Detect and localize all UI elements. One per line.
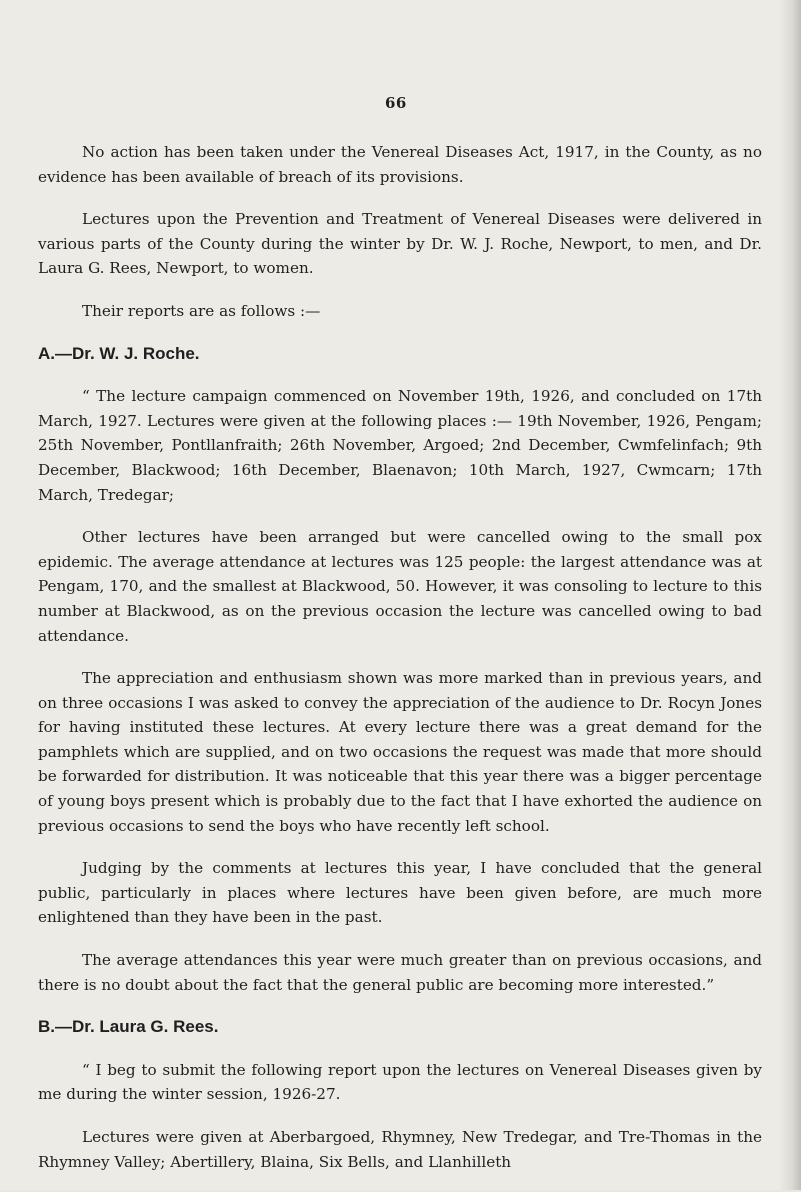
paragraph-reports-follow: Their reports are as follows :— bbox=[82, 301, 321, 320]
paragraph-no-action: No action has been taken under the Venereal Diseases Act, 1917, in the County, as no evidence has been available of breach of its provisions. bbox=[38, 143, 762, 186]
section-a-paragraph-5: The average attendances this year were much greater than on previous occasions, and there is no doubt about the fact that the general public are becoming more interested.” bbox=[38, 951, 762, 994]
section-a-heading: A.—Dr. W. J. Roche. bbox=[38, 343, 200, 363]
section-a-paragraph-3: The appreciation and enthusiasm shown was more marked than in previous years, and on three occasions I was asked to convey the appreciation of the audience to Dr. Rocyn Jones for having instituted these lectures. At every lecture there was a great demand for the pamphlets which are supplied, and on two occasions the request was made that more should be forwarded for distribution. It was noticeable that this year there was a bigger percentage of young boys present which is probably due to the fact that I have exhorted the audience on previous occasions to send the boys who have recently left school. bbox=[38, 669, 762, 835]
page-number: 66 bbox=[385, 94, 407, 112]
page-edge-shadow bbox=[779, 0, 801, 1190]
section-a-paragraph-2: Other lectures have been arranged but were cancelled owing to the small pox epidemic. The average attendance at lectures was 125 people: the largest attendance was at Pengam, 170, and the smallest at Blackwood, 50. However, it was consoling to lecture to this number at Blackwood, as on the previous occasion the lecture was cancelled owing to bad attendance. bbox=[38, 528, 762, 645]
body-text bbox=[38, 140, 762, 1192]
section-b-paragraph-1: “ I beg to submit the following report upon the lectures on Venereal Diseases given by me during the winter session, 1926-27. bbox=[38, 1060, 762, 1104]
section-b-heading: B.—Dr. Laura G. Rees. bbox=[38, 1017, 219, 1037]
section-b-paragraph-2: Lectures were given at Aberbargoed, Rhymney, New Tredegar, and Tre-Thomas in the Rhymney Valley; Abertillery, Blaina, Six Bells, and Llanhilleth bbox=[38, 1128, 762, 1171]
section-a-paragraph-4: Judging by the comments at lectures this year, I have concluded that the general public, particularly in places where lectures have been given before, are much more enlightened than they have been in the past. bbox=[38, 859, 762, 927]
paragraph-lectures-intro: Lectures upon the Prevention and Treatment of Venereal Diseases were delivered in various parts of the County during the winter by Dr. W. J. Roche, Newport, to men, and Dr. Laura G. Rees, Newport, to women. bbox=[38, 210, 762, 278]
section-a-paragraph-1: “ The lecture campaign commenced on November 19th, 1926, and concluded on 17th March, 1927. Lectures were given at the following places :— 19th November, 1926, Pengam; 25th November, Pontllanfraith; 26th November, Argoed; 2nd December, Cwmfelinfach; 9th December, Blackwood; 16th December, Blaenavon; 10th March, 1927, Cwmcarn; 17th March, Tredegar; bbox=[38, 387, 762, 504]
